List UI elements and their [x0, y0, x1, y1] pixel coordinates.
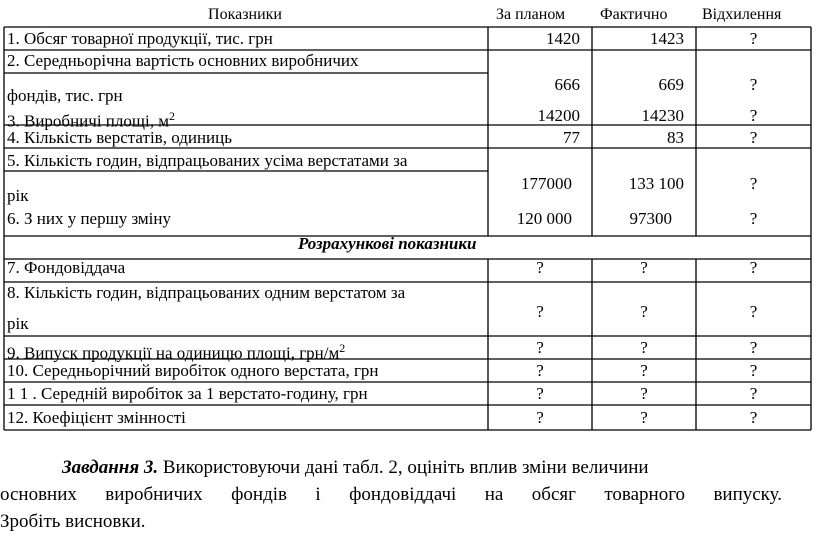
task-paragraph	[0, 454, 816, 535]
row-3-deviation: ?	[749, 106, 758, 125]
row-8-actual: ?	[640, 302, 648, 321]
task-title: Завдання 3.	[62, 457, 159, 478]
row-2-label-line2: фондів, тис. грн	[7, 86, 123, 105]
row-4-plan: 77	[563, 128, 580, 147]
task-line-2: основних виробничих фондів і фондовіддачі на обсяг товарного випуску.	[0, 484, 782, 505]
row-6-label: 6. З них у першу зміну	[7, 209, 171, 228]
row-9-label: 9. Випуск продукції на одиницю площі, грн/$м^2$	[7, 341, 346, 363]
row-1-label: 1. Обсяг товарної продукції, тис. грн	[7, 29, 273, 48]
row-12-plan: ?	[536, 408, 544, 427]
row-5-label-line2: рік	[7, 186, 29, 205]
row-4-label: 4. Кількість верстатів, одиниць	[7, 128, 233, 147]
row-10-label: 10. Середньорічний виробіток одного верстата, грн	[7, 361, 379, 380]
header-plan: За планом	[496, 6, 566, 23]
row-2-label-line1: 2. Середньорічна вартість основних виробничих	[7, 51, 359, 70]
row-3-label: 3. Виробничі площі, $м^2$	[7, 109, 175, 131]
row-7-actual: ?	[640, 258, 648, 277]
row-12-deviation: ?	[749, 408, 758, 427]
row-12-actual: ?	[640, 408, 648, 427]
row-3-plan: 14200	[537, 106, 580, 125]
row-1-actual: 1423	[650, 29, 684, 48]
row-8-deviation: ?	[749, 302, 758, 321]
row-8-plan: ?	[536, 302, 544, 321]
row-5-label-line1: 5. Кількість годин, відпрацьованих усіма верстатами за	[7, 151, 408, 170]
task-line-1-text: Використовуючи дані табл. 2, оцініть вплив зміни величини	[162, 457, 649, 478]
row-11-label: 1 1 . Середній виробіток за 1 верстато-годину, грн	[7, 384, 368, 403]
row-6-actual: 97300	[629, 209, 672, 228]
row-5-deviation: ?	[749, 174, 758, 193]
row-10-actual: ?	[640, 361, 648, 380]
row-9-actual: ?	[640, 338, 648, 357]
row-9-deviation: ?	[749, 338, 758, 357]
row-2-deviation: ?	[749, 75, 758, 94]
row-5-actual: 133 100	[628, 174, 684, 193]
row-10-deviation: ?	[749, 361, 758, 380]
row-2-plan: 666	[554, 75, 580, 94]
section-title: Розрахункові показники	[298, 234, 477, 253]
row-3-label-sup: 2	[168, 109, 175, 123]
header-indicator: Показники	[208, 6, 282, 23]
task-line-3: Зробіть висновки.	[0, 511, 146, 532]
row-6-deviation: ?	[749, 209, 758, 228]
row-7-deviation: ?	[749, 258, 758, 277]
row-11-plan: ?	[536, 384, 544, 403]
row-11-deviation: ?	[749, 384, 758, 403]
row-1-deviation: ?	[749, 29, 758, 48]
row-3-actual: 14230	[641, 106, 684, 125]
row-7-plan: ?	[536, 258, 544, 277]
row-2-actual: 669	[658, 75, 684, 94]
row-1-plan: 1420	[546, 29, 580, 48]
header-actual: Фактично	[600, 6, 668, 23]
row-9-plan: ?	[536, 338, 544, 357]
header-deviation: Відхилення	[702, 6, 782, 23]
row-6-plan: 120 000	[516, 209, 572, 228]
row-11-actual: ?	[640, 384, 648, 403]
row-9-label-sup: 2	[339, 341, 346, 355]
row-4-deviation: ?	[749, 128, 758, 147]
row-8-label-line1: 8. Кількість годин, відпрацьованих одним верстатом за	[7, 283, 406, 302]
row-5-plan: 177000	[521, 174, 572, 193]
row-8-label-line2: рік	[7, 314, 29, 333]
task-line-1	[0, 454, 816, 481]
row-10-plan: ?	[536, 361, 544, 380]
row-7-label: 7. Фондовіддача	[7, 258, 126, 277]
row-12-label: 12. Коефіцієнт змінності	[7, 408, 186, 427]
row-4-actual: 83	[667, 128, 684, 147]
